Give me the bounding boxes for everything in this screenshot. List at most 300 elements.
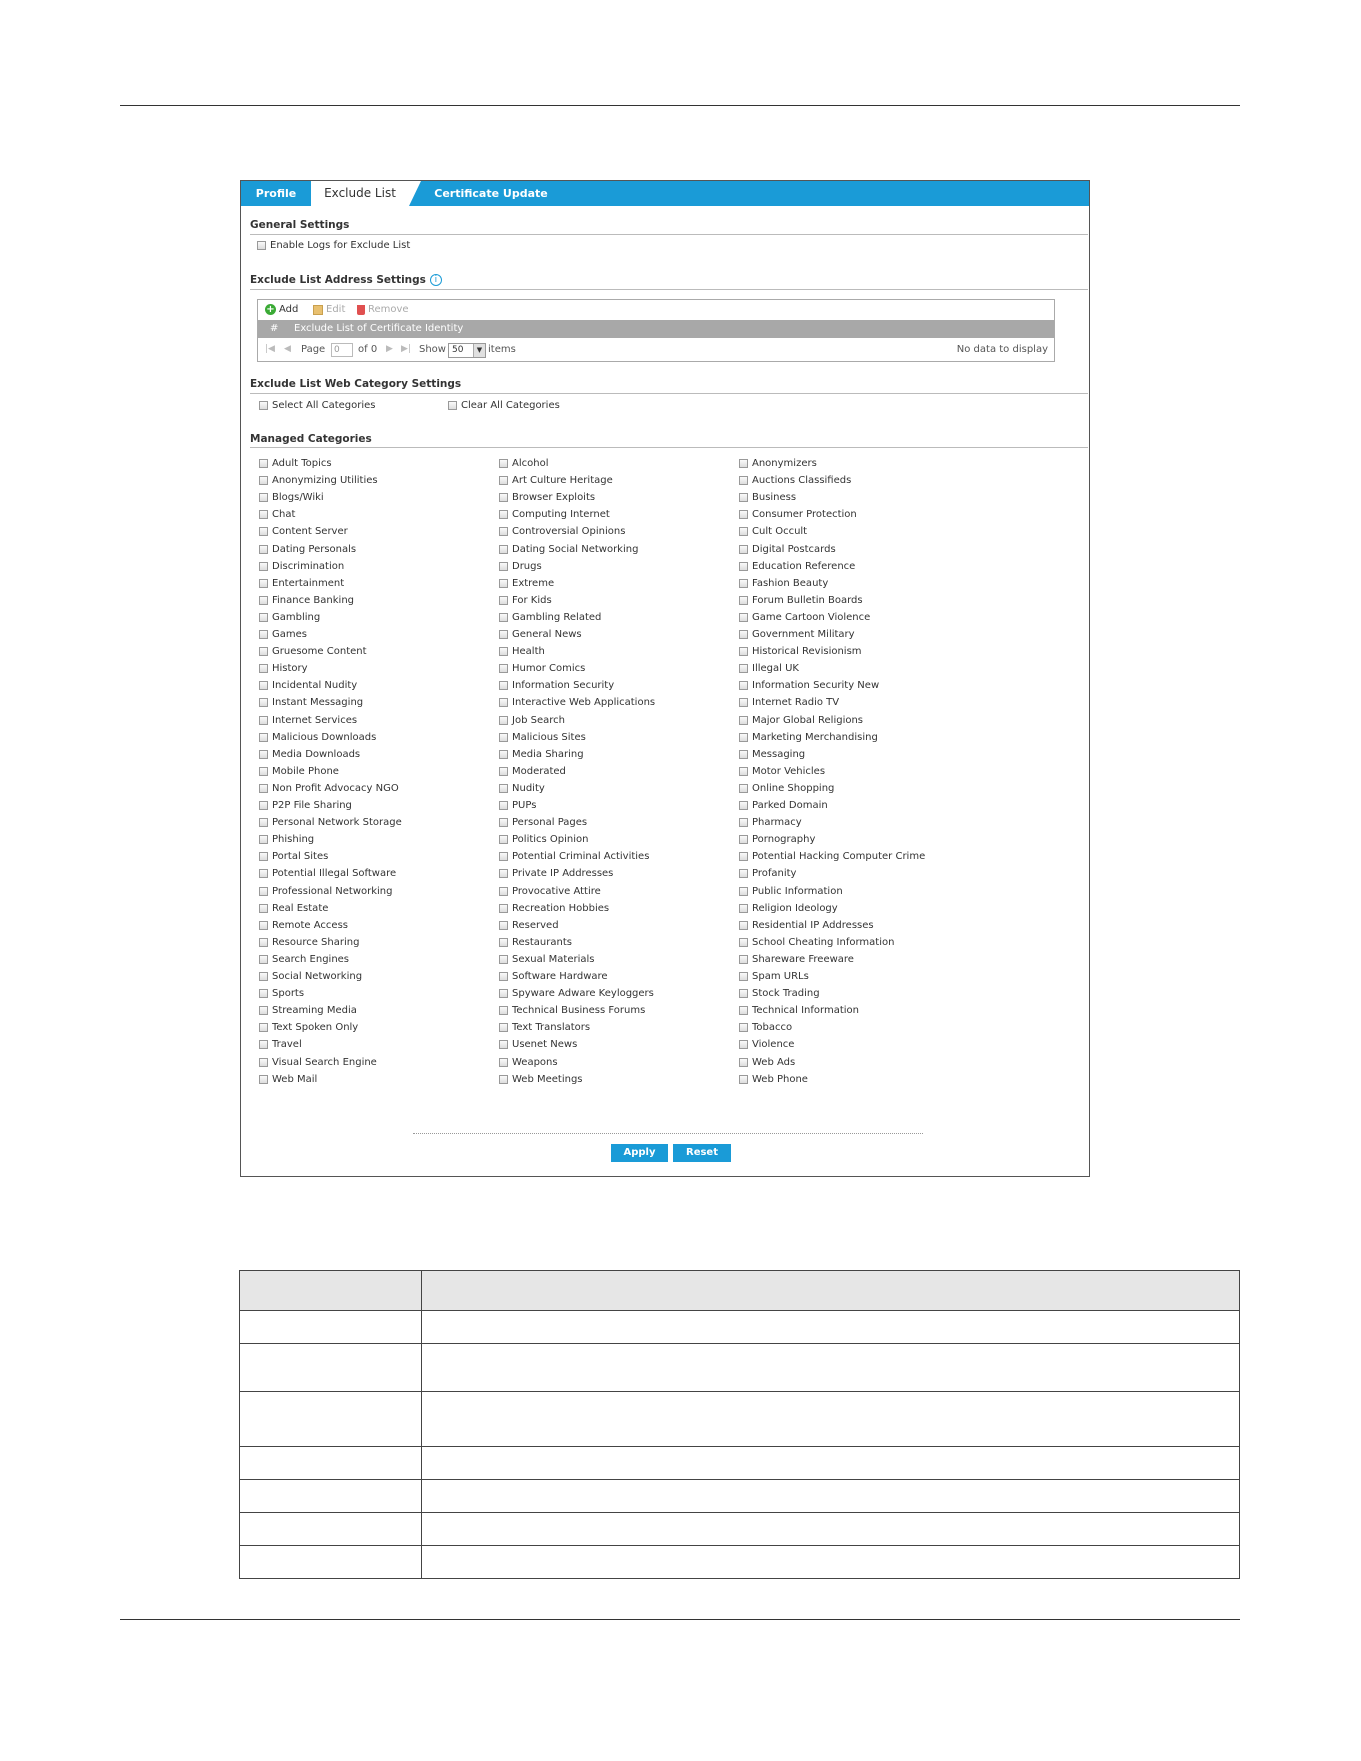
category-checkbox[interactable] — [499, 920, 559, 931]
checkbox-box[interactable] — [739, 801, 748, 810]
category-label: Nudity — [512, 782, 545, 794]
checkbox-box[interactable] — [259, 613, 268, 622]
checkbox-box[interactable] — [739, 613, 748, 622]
category-checkbox[interactable] — [739, 475, 851, 486]
category-checkbox[interactable] — [499, 817, 587, 828]
checkbox-box[interactable] — [259, 801, 268, 810]
checkbox-box[interactable] — [739, 818, 748, 827]
reset-button[interactable]: Reset — [673, 1144, 731, 1162]
checkbox-box[interactable] — [259, 1058, 268, 1067]
checkbox-box[interactable] — [499, 869, 508, 878]
checkbox-box[interactable] — [259, 835, 268, 844]
checkbox-box[interactable] — [259, 476, 268, 485]
checkbox-box[interactable] — [499, 733, 508, 742]
category-checkbox[interactable] — [739, 544, 836, 555]
checkbox-box[interactable] — [739, 579, 748, 588]
checkbox-box[interactable] — [739, 562, 748, 571]
checkbox-box[interactable] — [499, 921, 508, 930]
category-checkbox[interactable] — [259, 1005, 357, 1016]
checkbox-box[interactable] — [259, 545, 268, 554]
category-label: Games — [272, 629, 307, 640]
category-label: Personal Network Storage — [272, 817, 402, 829]
category-checkbox[interactable] — [739, 749, 805, 760]
category-checkbox[interactable] — [739, 561, 855, 572]
category-label: Web Meetings — [512, 1073, 583, 1085]
category-checkbox[interactable] — [259, 834, 314, 845]
category-checkbox[interactable] — [499, 749, 584, 760]
category-checkbox[interactable] — [259, 458, 332, 469]
category-checkbox[interactable] — [259, 663, 308, 674]
grid-col-identity[interactable]: Exclude List of Certificate Identity — [294, 323, 464, 334]
category-checkbox[interactable] — [499, 646, 545, 657]
enable-logs-checkbox[interactable] — [257, 240, 410, 251]
category-checkbox[interactable] — [259, 817, 402, 828]
category-label: P2P File Sharing — [272, 800, 352, 811]
checkbox-box[interactable] — [739, 938, 748, 947]
checkbox-box[interactable] — [739, 545, 748, 554]
category-checkbox[interactable] — [259, 749, 360, 760]
next-page-icon[interactable]: ▶ — [386, 344, 393, 354]
checkbox-box[interactable] — [259, 716, 268, 725]
category-label: Private IP Addresses — [512, 868, 614, 880]
checkbox-box[interactable] — [259, 1023, 268, 1032]
category-checkbox[interactable] — [499, 851, 649, 862]
category-label: Media Sharing — [512, 748, 584, 760]
checkbox-box[interactable] — [259, 955, 268, 964]
checkbox-box[interactable] — [499, 493, 508, 502]
checkbox-box[interactable] — [499, 750, 508, 759]
checkbox-box[interactable] — [499, 801, 508, 810]
category-checkbox[interactable] — [499, 680, 614, 691]
edit-button[interactable] — [313, 304, 345, 315]
category-label: Government Military — [752, 629, 855, 640]
checkbox-box[interactable] — [499, 681, 508, 690]
add-button[interactable] — [265, 304, 298, 315]
category-checkbox[interactable] — [739, 766, 825, 777]
category-label: Violence — [752, 1039, 795, 1051]
category-checkbox[interactable] — [259, 561, 344, 572]
category-checkbox[interactable] — [739, 595, 863, 606]
checkbox-box[interactable] — [259, 1006, 268, 1015]
checkbox-box[interactable] — [499, 579, 508, 588]
category-checkbox[interactable] — [499, 988, 654, 999]
checkbox-box[interactable] — [499, 767, 508, 776]
checkbox-box[interactable] — [739, 647, 748, 656]
category-checkbox[interactable] — [259, 544, 356, 555]
checkbox-box[interactable] — [499, 630, 508, 639]
table-cell — [422, 1513, 1240, 1546]
category-checkbox[interactable] — [259, 868, 396, 879]
checkbox-box[interactable] — [259, 904, 268, 913]
table-header-row — [240, 1271, 1240, 1311]
category-checkbox[interactable] — [499, 526, 625, 537]
category-label: Moderated — [512, 765, 566, 777]
category-checkbox[interactable] — [259, 851, 328, 862]
checkbox-box[interactable] — [499, 476, 508, 485]
checkbox-box[interactable] — [259, 1075, 268, 1084]
category-checkbox[interactable] — [499, 1074, 583, 1085]
checkbox-box[interactable] — [739, 493, 748, 502]
checkbox-box[interactable] — [499, 784, 508, 793]
category-checkbox[interactable] — [499, 971, 608, 982]
category-checkbox[interactable] — [499, 783, 545, 794]
category-checkbox[interactable] — [259, 509, 295, 520]
apply-button[interactable]: Apply — [611, 1144, 668, 1162]
checkbox-box[interactable] — [259, 887, 268, 896]
pager — [258, 340, 1054, 360]
checkbox-box[interactable] — [259, 767, 268, 776]
checkbox-box[interactable] — [739, 904, 748, 913]
checkbox-box[interactable] — [739, 1006, 748, 1015]
select-all-checkbox[interactable] — [259, 400, 376, 411]
checkbox-box[interactable] — [739, 1040, 748, 1049]
table-cell — [240, 1546, 422, 1579]
category-checkbox[interactable] — [499, 697, 655, 708]
checkbox-box[interactable] — [739, 1075, 748, 1084]
category-checkbox[interactable] — [499, 544, 638, 555]
category-label: Travel — [272, 1039, 302, 1051]
category-label: Dating Social Networking — [512, 543, 639, 555]
category-checkbox[interactable] — [739, 715, 863, 726]
category-checkbox[interactable] — [499, 475, 613, 486]
checkbox-box[interactable] — [259, 527, 268, 536]
checkbox-box[interactable] — [259, 681, 268, 690]
table-header-cell — [422, 1271, 1240, 1311]
checkbox-box[interactable] — [499, 510, 508, 519]
checkbox-box[interactable] — [739, 989, 748, 998]
checkbox-box[interactable] — [499, 698, 508, 707]
chevron-down-icon[interactable]: ▼ — [473, 344, 485, 357]
category-checkbox[interactable] — [739, 1057, 795, 1068]
checkbox-box[interactable] — [259, 1040, 268, 1049]
category-checkbox[interactable] — [499, 800, 536, 811]
category-checkbox[interactable] — [259, 783, 399, 794]
checkbox-box[interactable] — [259, 972, 268, 981]
clear-all-checkbox[interactable] — [448, 400, 560, 411]
no-data-label: No data to display — [956, 344, 1048, 355]
checkbox-box[interactable] — [739, 767, 748, 776]
category-checkbox[interactable] — [739, 612, 870, 623]
category-checkbox[interactable] — [739, 1022, 792, 1033]
category-checkbox[interactable] — [259, 954, 349, 965]
checkbox-box[interactable] — [739, 869, 748, 878]
checkbox-box[interactable] — [739, 972, 748, 981]
category-checkbox[interactable] — [739, 903, 838, 914]
checkbox-box[interactable] — [499, 613, 508, 622]
checkbox-box[interactable] — [259, 784, 268, 793]
address-settings-title — [250, 274, 442, 286]
category-checkbox[interactable] — [259, 629, 307, 640]
checkbox-box[interactable] — [259, 750, 268, 759]
category-label: Drugs — [512, 560, 542, 572]
checkbox-box[interactable] — [499, 527, 508, 536]
category-checkbox[interactable] — [499, 595, 552, 606]
category-checkbox[interactable] — [499, 886, 601, 897]
checkbox-box[interactable] — [499, 562, 508, 571]
category-label: Dating Personals — [272, 543, 357, 555]
managed-categories-title: Managed Categories — [250, 433, 372, 445]
checkbox-box[interactable] — [739, 630, 748, 639]
checkbox-box[interactable] — [499, 459, 508, 468]
checkbox-box[interactable] — [257, 241, 266, 250]
checkbox-box[interactable] — [499, 835, 508, 844]
checkbox-box[interactable] — [739, 510, 748, 519]
category-checkbox[interactable] — [499, 1039, 577, 1050]
category-label: Software Hardware — [512, 971, 608, 982]
checkbox-box[interactable] — [259, 510, 268, 519]
category-label: Anonymizing Utilities — [272, 475, 378, 487]
checkbox-box[interactable] — [259, 401, 268, 410]
checkbox-box[interactable] — [499, 852, 508, 861]
checkbox-box[interactable] — [259, 989, 268, 998]
checkbox-box[interactable] — [739, 681, 748, 690]
category-checkbox[interactable] — [499, 492, 595, 503]
checkbox-box[interactable] — [259, 562, 268, 571]
category-checkbox[interactable] — [259, 903, 328, 914]
category-checkbox[interactable] — [739, 578, 828, 589]
category-checkbox[interactable] — [499, 578, 554, 589]
checkbox-box[interactable] — [739, 955, 748, 964]
category-checkbox[interactable] — [739, 458, 817, 469]
page-size-select[interactable] — [448, 343, 486, 358]
prev-page-icon[interactable]: ◀ — [284, 344, 291, 354]
grid-col-index[interactable]: # — [270, 323, 279, 334]
category-checkbox[interactable] — [259, 766, 339, 777]
checkbox-box[interactable] — [499, 818, 508, 827]
checkbox-box[interactable] — [739, 750, 748, 759]
category-label: Parked Domain — [752, 800, 828, 811]
checkbox-box[interactable] — [499, 664, 508, 673]
category-checkbox[interactable] — [739, 1074, 808, 1085]
category-checkbox[interactable] — [739, 646, 862, 657]
category-checkbox[interactable] — [739, 732, 878, 743]
table-row — [240, 1447, 1240, 1480]
checkbox-box[interactable] — [259, 733, 268, 742]
category-checkbox[interactable] — [259, 800, 352, 811]
category-checkbox[interactable] — [259, 886, 393, 897]
category-checkbox[interactable] — [259, 475, 378, 486]
checkbox-box[interactable] — [739, 921, 748, 930]
checkbox-box[interactable] — [739, 596, 748, 605]
category-checkbox[interactable] — [499, 1005, 645, 1016]
tab-profile[interactable]: Profile — [255, 187, 297, 200]
checkbox-box[interactable] — [259, 818, 268, 827]
checkbox-box[interactable] — [499, 938, 508, 947]
checkbox-box[interactable] — [499, 904, 508, 913]
first-page-icon[interactable]: |◀ — [265, 344, 275, 354]
checkbox-box[interactable] — [259, 938, 268, 947]
tab-bar — [241, 181, 1089, 206]
category-label: Internet Radio TV — [752, 697, 840, 709]
category-checkbox[interactable] — [739, 834, 815, 845]
category-checkbox[interactable] — [259, 920, 348, 931]
category-label: Sports — [272, 988, 305, 1000]
category-label: Recreation Hobbies — [512, 902, 610, 914]
checkbox-box[interactable] — [259, 852, 268, 861]
category-checkbox[interactable] — [259, 1074, 317, 1085]
checkbox-box[interactable] — [739, 1058, 748, 1067]
checkbox-box[interactable] — [739, 733, 748, 742]
category-checkbox[interactable] — [499, 766, 566, 777]
checkbox-box[interactable] — [499, 545, 508, 554]
category-checkbox[interactable] — [259, 646, 367, 657]
checkbox-box[interactable] — [739, 835, 748, 844]
category-label: Provocative Attire — [512, 885, 601, 897]
category-checkbox[interactable] — [739, 851, 925, 862]
category-label: Non Profit Advocacy NGO — [272, 782, 399, 794]
category-checkbox[interactable] — [739, 492, 796, 503]
checkbox-box[interactable] — [499, 1040, 508, 1049]
checkbox-box[interactable] — [259, 647, 268, 656]
checkbox-box[interactable] — [259, 869, 268, 878]
checkbox-box[interactable] — [259, 493, 268, 502]
category-checkbox[interactable] — [739, 954, 854, 965]
clear-all-label: Clear All Categories — [461, 400, 560, 411]
category-checkbox[interactable] — [739, 817, 802, 828]
category-checkbox[interactable] — [739, 509, 857, 520]
checkbox-box[interactable] — [499, 1023, 508, 1032]
category-checkbox[interactable] — [499, 903, 609, 914]
checkbox-box[interactable] — [739, 887, 748, 896]
category-label: Motor Vehicles — [752, 765, 826, 777]
category-checkbox[interactable] — [259, 715, 357, 726]
checkbox-box[interactable] — [259, 459, 268, 468]
checkbox-box[interactable] — [448, 401, 457, 410]
checkbox-box[interactable] — [259, 579, 268, 588]
category-checkbox[interactable] — [259, 1039, 302, 1050]
category-checkbox[interactable] — [739, 663, 799, 674]
category-label: Profanity — [752, 868, 797, 880]
category-checkbox[interactable] — [499, 834, 589, 845]
info-icon[interactable]: i — [430, 274, 442, 286]
category-checkbox[interactable] — [259, 697, 363, 708]
category-label: Gruesome Content — [272, 646, 367, 658]
category-checkbox[interactable] — [259, 1022, 358, 1033]
checkbox-box[interactable] — [739, 784, 748, 793]
category-checkbox[interactable] — [739, 783, 834, 794]
category-checkbox[interactable] — [259, 1057, 377, 1068]
category-checkbox[interactable] — [739, 1039, 794, 1050]
checkbox-box[interactable] — [499, 972, 508, 981]
category-checkbox[interactable] — [499, 629, 582, 640]
checkbox-box[interactable] — [259, 630, 268, 639]
category-checkbox[interactable] — [739, 937, 894, 948]
category-checkbox[interactable] — [499, 1057, 558, 1068]
category-checkbox[interactable] — [499, 868, 613, 879]
category-label: Sexual Materials — [512, 953, 595, 965]
category-label: Social Networking — [272, 971, 363, 982]
category-checkbox[interactable] — [499, 458, 548, 469]
category-label: Shareware Freeware — [752, 953, 854, 965]
checkbox-box[interactable] — [259, 664, 268, 673]
checkbox-box[interactable] — [739, 664, 748, 673]
checkbox-box[interactable] — [739, 476, 748, 485]
checkbox-box[interactable] — [499, 989, 508, 998]
checkbox-box[interactable] — [739, 459, 748, 468]
checkbox-box[interactable] — [259, 921, 268, 930]
tab-certificate-update[interactable]: Certificate Update — [434, 187, 548, 200]
category-checkbox[interactable] — [739, 988, 820, 999]
address-grid — [257, 299, 1055, 362]
table-cell — [240, 1311, 422, 1344]
checkbox-box[interactable] — [499, 955, 508, 964]
checkbox-box[interactable] — [739, 852, 748, 861]
checkbox-box[interactable] — [739, 527, 748, 536]
category-label: Controversial Opinions — [512, 526, 626, 538]
last-page-icon[interactable]: ▶| — [401, 344, 411, 354]
table-cell — [240, 1480, 422, 1513]
checkbox-box[interactable] — [499, 716, 508, 725]
category-checkbox[interactable] — [259, 612, 320, 623]
category-checkbox[interactable] — [739, 526, 807, 537]
checkbox-box[interactable] — [499, 1006, 508, 1015]
category-checkbox[interactable] — [259, 680, 357, 691]
remove-button[interactable] — [357, 304, 409, 315]
table-cell — [422, 1546, 1240, 1579]
category-checkbox[interactable] — [739, 680, 879, 691]
category-checkbox[interactable] — [499, 1022, 590, 1033]
category-checkbox[interactable] — [499, 561, 542, 572]
category-label: Adult Topics — [272, 458, 332, 469]
category-checkbox[interactable] — [259, 732, 376, 743]
page-size-value: 50 — [452, 345, 464, 355]
category-label: Tobacco — [752, 1022, 793, 1034]
checkbox-box[interactable] — [499, 647, 508, 656]
category-checkbox[interactable] — [739, 886, 843, 897]
category-checkbox[interactable] — [739, 800, 828, 811]
category-checkbox[interactable] — [739, 697, 839, 708]
category-checkbox[interactable] — [259, 578, 344, 589]
category-checkbox[interactable] — [739, 1005, 859, 1016]
checkbox-box[interactable] — [499, 1075, 508, 1084]
category-checkbox[interactable] — [499, 715, 565, 726]
tab-exclude-list[interactable]: Exclude List — [311, 181, 409, 206]
page-input[interactable]: 0 — [331, 343, 353, 357]
category-checkbox[interactable] — [259, 988, 304, 999]
category-checkbox[interactable] — [499, 954, 595, 965]
checkbox-box[interactable] — [259, 698, 268, 707]
category-checkbox[interactable] — [499, 937, 572, 948]
category-label: Education Reference — [752, 560, 856, 572]
category-checkbox[interactable] — [499, 732, 586, 743]
category-checkbox[interactable] — [739, 920, 874, 931]
category-checkbox[interactable] — [499, 612, 601, 623]
category-label: Spam URLs — [752, 971, 809, 982]
checkbox-box[interactable] — [499, 1058, 508, 1067]
checkbox-box[interactable] — [499, 596, 508, 605]
edit-label: Edit — [326, 304, 346, 315]
checkbox-box[interactable] — [259, 596, 268, 605]
checkbox-box[interactable] — [499, 887, 508, 896]
checkbox-box[interactable] — [739, 1023, 748, 1032]
category-checkbox[interactable] — [499, 663, 585, 674]
category-checkbox[interactable] — [259, 492, 324, 503]
checkbox-box[interactable] — [739, 698, 748, 707]
category-checkbox[interactable] — [739, 868, 796, 879]
category-checkbox[interactable] — [739, 629, 855, 640]
category-checkbox[interactable] — [259, 526, 348, 537]
category-checkbox[interactable] — [259, 971, 362, 982]
category-checkbox[interactable] — [259, 595, 354, 606]
category-label: Internet Services — [272, 714, 358, 726]
category-checkbox[interactable] — [499, 509, 610, 520]
category-checkbox[interactable] — [739, 971, 809, 982]
category-checkbox[interactable] — [259, 937, 359, 948]
checkbox-box[interactable] — [739, 716, 748, 725]
web-category-title: Exclude List Web Category Settings — [250, 378, 462, 390]
category-label: Real Estate — [272, 902, 329, 914]
address-settings-title-text: Exclude List Address Settings — [250, 274, 426, 286]
